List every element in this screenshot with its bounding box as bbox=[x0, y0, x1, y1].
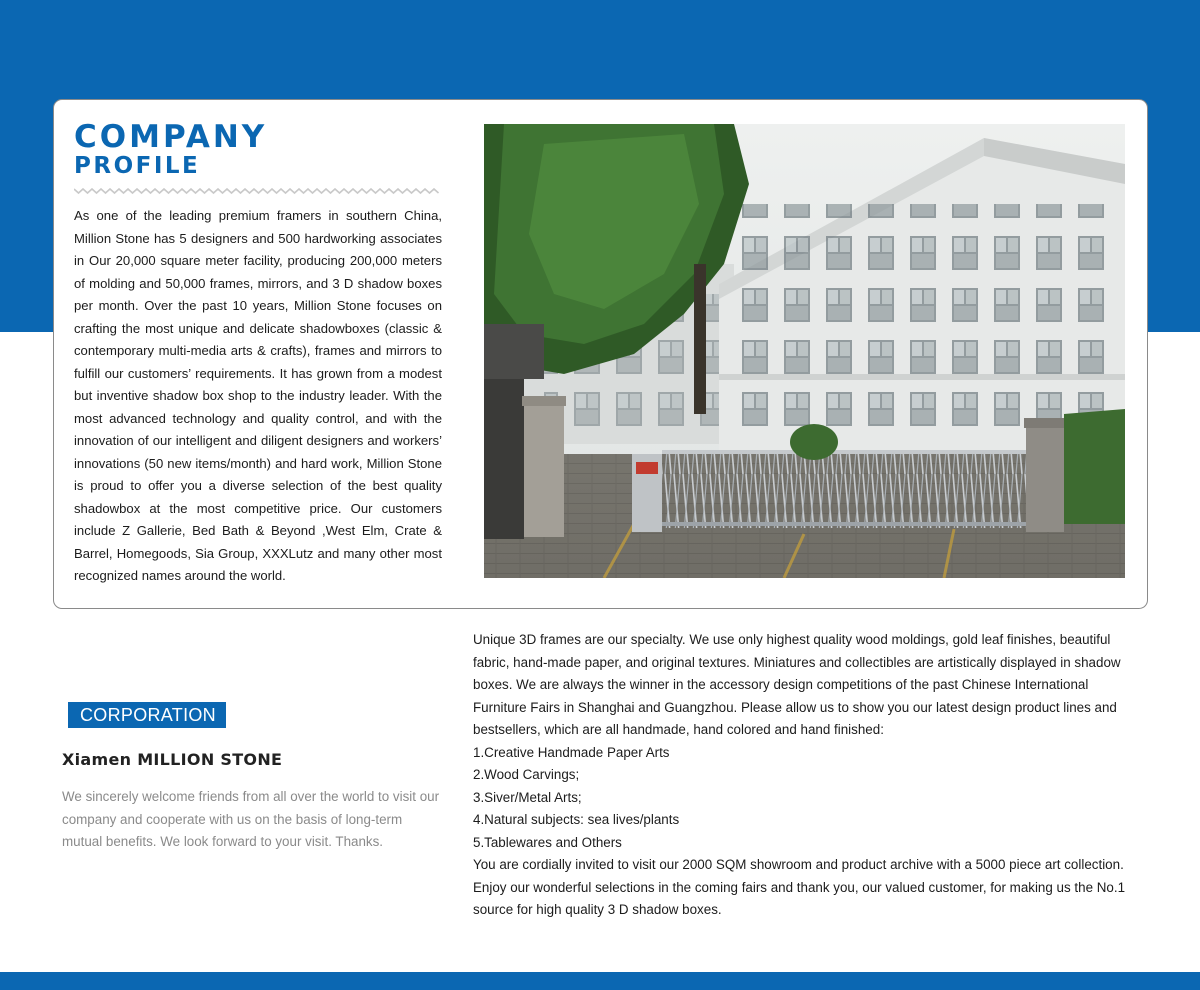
product-line-item: 2.Wood Carvings; bbox=[473, 767, 580, 782]
product-line-item: 3.Siver/Metal Arts; bbox=[473, 789, 582, 805]
product-line-item: 4.Natural subjects: sea lives/plants bbox=[473, 812, 680, 827]
details-closing: You are cordially invited to visit our 2000 SQM showroom and product archive with a 5000 piece art collection. Enjoy our wonderful selections in the coming fairs and thank you, our valued customer, for making us the No.1 source for high quality 3 D shadow boxes. bbox=[473, 857, 1126, 917]
wave-divider bbox=[74, 186, 440, 196]
profile-body-text: As one of the leading premium framers in southern China, Million Stone has 5 designers and 500 hardworking associates in Our 20,000 square meter facility, producing 200,000 meters of molding and 50,000 frames, mirrors, and 3 D shadow boxes per month. Over the past 10 years, Million Stone focuses on crafting the most unique and delicate shadowboxes (classic & contemporary multi-media arts & crafts), frames and mirrors to fulfill our customers’ requirements. It has grown from a modest but inventive shadow box shop to the industry leader. With the most advanced technology and quality control, and with the innovation of our intelligent and diligent designers and workers’ innovations (50 new items/month) and hard work, Million Stone is proud to offer you a diverse selection of the best quality shadowbox at the most competitive price. Our customers include Z Gallerie, Bed Bath & Beyond ,West Elm, Crate & Barrel, Homegoods, Sia Group, XXXLutz and many other most recognized names around the world. bbox=[74, 208, 442, 583]
profile-heading-main: COMPANY bbox=[74, 119, 268, 155]
company-name: Xiamen MILLION STONE bbox=[62, 750, 283, 769]
bottom-blue-band bbox=[0, 972, 1200, 990]
product-line-item: 1.Creative Handmade Paper Arts bbox=[473, 744, 670, 760]
profile-heading-sub: PROFILE bbox=[74, 153, 201, 179]
welcome-text: We sincerely welcome friends from all over the world to visit our company and cooperate with us on the basis of long-term mutual benefits. We look forward to your visit. Thanks. bbox=[62, 789, 440, 849]
details-intro: Unique 3D frames are our specialty. We use only highest quality wood moldings, gold leaf finishes, beautiful fabric, hand-made paper, and original textures. Miniatures and collectibles are artistically displayed in shadow boxes. We are always the winner in the accessory design competitions of the past Chinese International Furniture Fairs in Shanghai and Guangzhou. Please allow us to show you our latest design product lines and bestsellers, which are all handmade, hand colored and hand finished: bbox=[473, 632, 1121, 737]
corporation-badge: CORPORATION bbox=[68, 702, 226, 728]
factory-building-photo bbox=[484, 124, 1125, 578]
product-details bbox=[473, 629, 1145, 922]
product-line-item: 5.Tablewares and Others bbox=[473, 834, 622, 850]
